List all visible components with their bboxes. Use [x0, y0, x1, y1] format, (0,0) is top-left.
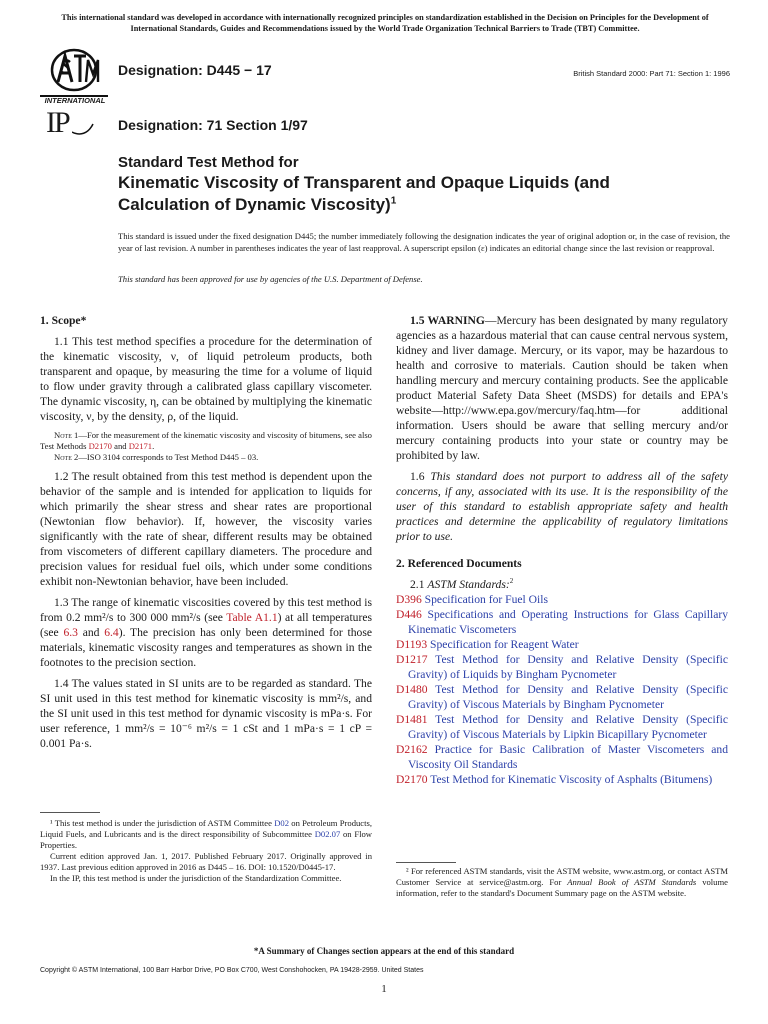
- note-2: Note 2—ISO 3104 corresponds to Test Method D445 – 03.: [54, 452, 259, 462]
- reference-code[interactable]: D446: [396, 608, 422, 621]
- reference-code[interactable]: D1480: [396, 683, 428, 696]
- link-table-a1-1[interactable]: Table A1.1: [226, 611, 278, 624]
- note-1: Note 1—For the measurement of the kinematic viscosity and viscosity of bitumens, see also Test Methods D2170 and D2171.: [40, 430, 372, 451]
- section-1-6: 1.6 This standard does not purport to address all of the safety concerns, if any, associated with its use. It is the responsibility of the user of this standard to establish appropriate safety and health practices and determine the applicability of regulatory limitations prior to use.: [396, 470, 729, 543]
- reference-code[interactable]: D2162: [396, 743, 428, 756]
- designation-ip: Designation: 71 Section 1/97: [118, 117, 308, 133]
- section-1-2: 1.2 The result obtained from this test method is dependent upon the behavior of the sample and is intended for application to liquids for which primarily the shear stress and shear rates are proportional (Newtonian flow behavior). If, however, the viscosity varies significantly with the rate of shear, different results may be obtained from viscometers of different capillary diameters. The procedure and precision values for residual fuel oils, which under some conditions exhibit non-Newtonian behavior, have been included.: [40, 470, 372, 588]
- referenced-standards-list: [396, 592, 728, 787]
- reference-item[interactable]: [396, 592, 728, 607]
- note-2-label: Note 2: [54, 452, 79, 462]
- link-committee-d02[interactable]: D02: [274, 818, 289, 828]
- ip-swash-icon: [72, 120, 94, 136]
- reference-item[interactable]: [396, 682, 728, 712]
- reference-item[interactable]: [396, 637, 728, 652]
- ip-logo: [46, 108, 96, 138]
- section-1-4: 1.4 The values stated in SI units are to be regarded as standard. The SI unit used in this test method for kinematic viscosity is mm²/s, and the SI unit used in this test method for dynamic viscosity is mPa·s. For user reference, 1 mm²/s = 10⁻⁶ m²/s = 1 cSt and 1 mPa·s = 1 cP = 0.001 Pa·s.: [40, 677, 372, 750]
- reference-code[interactable]: D2170: [396, 773, 428, 786]
- tbt-notice: This international standard was developed in accordance with internationally recognized principles on standardization established in the Decision on Principles for the Development of International Standards, Guides and Recommendations issued by the World Trade Organization Technical Barriers to Trade (TBT) Committee.: [61, 13, 709, 33]
- section-1-1: 1.1 This test method specifies a procedure for the determination of the kinematic viscosity, ν, of liquid petroleum products, both transparent and opaque, by measuring the time for a volume of liquid to flow under gravity through a calibrated glass capillary viscometer. The dynamic viscosity, η, can be obtained by multiplying the kinematic viscosity, ν, by the density, ρ, of the liquid.: [40, 335, 372, 423]
- reference-title[interactable]: Test Method for Density and Relative Density (Specific Gravity) of Viscous Materials by Bingham Pycnometer: [408, 683, 728, 711]
- right-column: [396, 313, 728, 787]
- summary-of-changes-note: *A Summary of Changes section appears at the end of this standard: [253, 946, 515, 956]
- designation-astm: Designation: D445 − 17: [118, 62, 272, 78]
- astm-logo: [40, 46, 108, 108]
- astm-standards-label: 2.1 ASTM Standards:$^2$: [410, 577, 514, 591]
- reference-code[interactable]: D396: [396, 593, 422, 606]
- footnote-divider-left: [40, 812, 100, 813]
- dod-approval-note: This standard has been approved for use by agencies of the U.S. Department of Defense.: [118, 274, 423, 284]
- warning-label: 1.5 WARNING: [410, 314, 485, 327]
- reference-item[interactable]: [396, 712, 728, 742]
- reference-item[interactable]: [396, 772, 728, 787]
- title-footnote-mark: 1: [390, 195, 397, 207]
- copyright-line: Copyright © ASTM International, 100 Barr Harbor Drive, PO Box C700, West Conshohocken, PA 19428-2959. United States: [40, 967, 424, 974]
- title-main: [118, 172, 638, 216]
- referenced-documents-heading: 2. Referenced Documents: [396, 557, 522, 570]
- section-1-5: 1.5 WARNING—Mercury has been designated by many regulatory agencies as a hazardous material that can cause central nervous system, kidney and liver damage. Mercury, or its vapor, may be hazardous to health and corrosive to materials. Caution should be taken when handling mercury and mercury containing products. See the applicable product Material Safety Data Sheet (MSDS) for details and EPA's website—http://www.epa.gov/mercury/faq.htm—for additional information. Users should be aware that selling mercury and/or mercury containing products into your state or country may be prohibited by law.: [396, 314, 728, 462]
- link-6-3[interactable]: 6.3: [63, 626, 78, 639]
- footnote-divider-right: [396, 862, 456, 863]
- reference-title[interactable]: Test Method for Density and Relative Density (Specific Gravity) of Viscous Materials by Lipkin Bicapillary Pycnometer: [408, 713, 728, 741]
- footnotes-right: [396, 866, 728, 899]
- reference-title[interactable]: Specification for Fuel Oils: [424, 593, 548, 606]
- footnotes-left: [40, 818, 372, 884]
- link-subcommittee-d02-07[interactable]: D02.07: [314, 829, 341, 839]
- reference-item[interactable]: [396, 742, 728, 772]
- reference-item[interactable]: [396, 607, 728, 637]
- footnote-1-ip: In the IP, this test method is under the jurisdiction of the Standardization Committee.: [50, 873, 342, 883]
- reference-item[interactable]: [396, 652, 728, 682]
- astm-logo-caption: INTERNATIONAL: [44, 96, 106, 105]
- link-6-4[interactable]: 6.4: [104, 626, 119, 639]
- note-1-label: Note 1: [54, 430, 79, 440]
- reference-title[interactable]: Specification for Reagent Water: [430, 638, 579, 651]
- title-line1: Standard Test Method for: [118, 154, 299, 171]
- reference-title[interactable]: Practice for Basic Calibration of Master Viscometers and Viscosity Oil Standards: [408, 743, 728, 771]
- reference-code[interactable]: D1193: [396, 638, 428, 651]
- title-line2: Kinematic Viscosity of Transparent and Opaque Liquids (and Calculation of Dynamic Viscosity): [118, 173, 610, 214]
- reference-code[interactable]: D1217: [396, 653, 428, 666]
- reference-title[interactable]: Test Method for Kinematic Viscosity of Asphalts (Bitumens): [430, 773, 713, 786]
- footnote-1-edition: Current edition approved Jan. 1, 2017. Published February 2017. Originally approved in 1937. Last previous edition approved in 2016 as D445 – 16. DOI: 10.1520/D0445-17.: [40, 851, 372, 872]
- link-d2170[interactable]: D2170: [88, 441, 112, 451]
- ip-logo-text: IP: [46, 106, 69, 139]
- issuance-note: This standard is issued under the fixed designation D445; the number immediately following the designation indicates the year of original adoption or, in the case of revision, the year of last revision. A number in parentheses indicates the year of last reapproval. A superscript epsilon (ε) indicates an editorial change since the last revision or reapproval.: [118, 231, 730, 253]
- reference-code[interactable]: D1481: [396, 713, 428, 726]
- scope-heading: 1. Scope*: [40, 314, 87, 327]
- page-number: 1: [381, 983, 387, 995]
- british-standard: British Standard 2000: Part 71: Section 1: 1996: [573, 69, 730, 78]
- reference-title[interactable]: Test Method for Density and Relative Density (Specific Gravity) of Liquids by Bingham Pycnometer: [408, 653, 728, 681]
- footnote-1: ¹ This test method is under the jurisdiction of ASTM Committee D02 on Petroleum Products, Liquid Fuels, and Lubricants and is the direct responsibility of Subcommittee D02.07 on Flow Properties.: [40, 818, 372, 850]
- footnote-2: ² For referenced ASTM standards, visit the ASTM website, www.astm.org, or contact ASTM Customer Service at service@astm.org. For Annual Book of ASTM Standards volume information, refer to the standard's Document Summary page on the ASTM website.: [396, 866, 728, 898]
- reference-title[interactable]: Specifications and Operating Instructions for Glass Capillary Kinematic Viscometers: [408, 608, 728, 636]
- link-d2171[interactable]: D2171: [128, 441, 153, 451]
- section-1-3: 1.3 The range of kinematic viscosities covered by this test method is from 0.2 mm²/s to 300 000 mm²/s (see Table A1.1) at all temperatures (see 6.3 and 6.4). The precision has only been determined for those materials, kinematic viscosity ranges and temperatures as shown in the footnotes to the precision section.: [40, 596, 372, 669]
- left-column: [40, 313, 372, 751]
